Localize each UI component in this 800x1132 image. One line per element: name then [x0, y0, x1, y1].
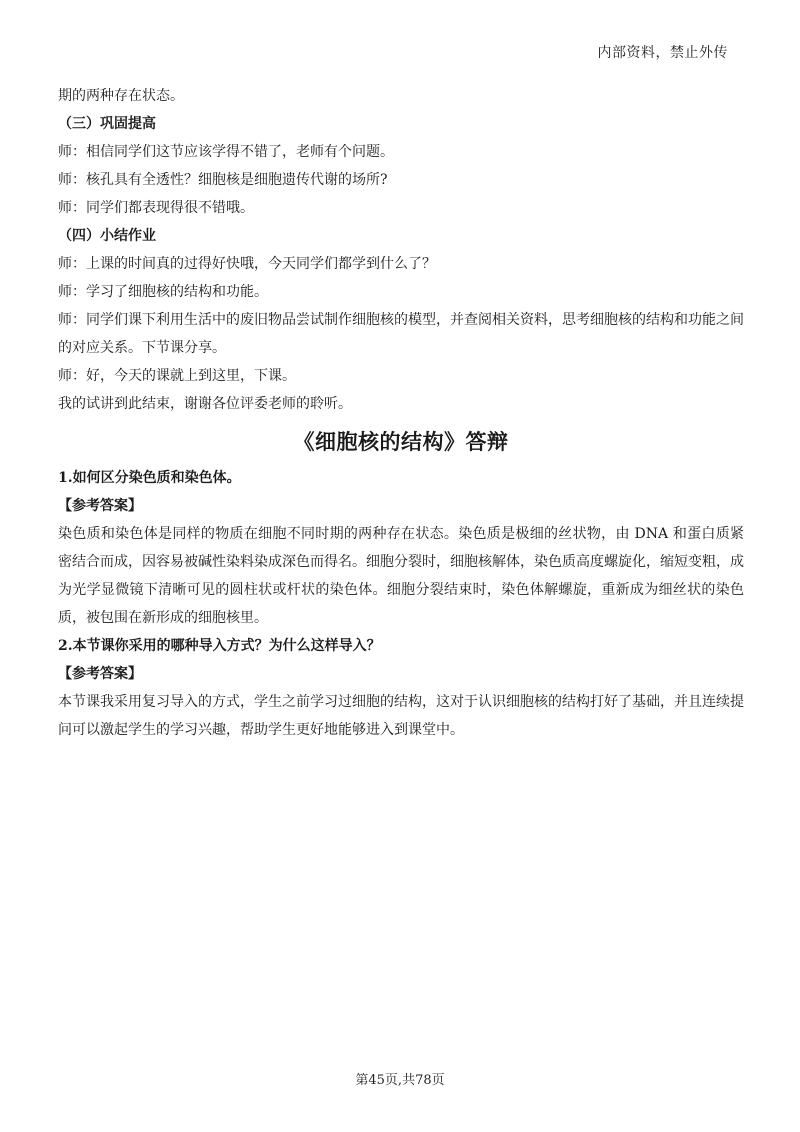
section-heading-consolidate: （三）巩固提高	[58, 116, 156, 132]
section-heading-summary: （四）小结作业	[58, 228, 156, 244]
answer-2: 本节课我采用复习导入的方式，学生之前学习过细胞的结构，这对于认识细胞核的结构打好了基础，并且连续提问可以激起学生的学习兴趣，帮助学生更好地能够进入到课堂中。	[58, 694, 744, 738]
answer-1: 染色质和染色体是同样的物质在细胞不同时期的两种存在状态。染色质是极细的丝状物，由 DNA 和蛋白质紧密结合而成，因容易被碱性染料染成深色而得名。细胞分裂时，细胞核解体，染色质高度螺旋化，缩短变粗，成为光学显微镜下清晰可见的圆柱状或杆状的染色体。细胞分裂结束时，染色体解螺旋，重新成为细丝状的染色质，被包围在新形成的细胞核里。	[58, 526, 744, 626]
answer-label-1: 【参考答案】	[58, 498, 142, 514]
dialogue-line: 师：同学们课下利用生活中的废旧物品尝试制作细胞核的模型，并查阅相关资料，思考细胞核的结构和功能之间的对应关系。下节课分享。	[58, 312, 744, 356]
question-1: 1.如何区分染色质和染色体。	[58, 470, 241, 486]
dialogue-line: 师：相信同学们这节应该学得不错了，老师有个问题。	[58, 144, 394, 160]
dialogue-line: 师：上课的时间真的过得好快哦，今天同学们都学到什么了？	[58, 256, 436, 272]
closing-line: 我的试讲到此结束，谢谢各位评委老师的聆听。	[58, 396, 352, 412]
defense-title: 《细胞核的结构》答辩	[293, 429, 509, 454]
confidential-note: 内部资料，禁止外传	[597, 45, 728, 61]
question-2: 2.本节课你采用的哪种导入方式？为什么这样导入？	[58, 638, 381, 654]
dialogue-line: 师：好，今天的课就上到这里，下课。	[58, 368, 296, 384]
continued-line: 期的两种存在状态。	[58, 88, 184, 104]
answer-label-2: 【参考答案】	[58, 666, 142, 682]
page-number: 第45页,共78页	[355, 1073, 445, 1088]
dialogue-line: 师：核孔具有全透性？细胞核是细胞遗传代谢的场所?	[58, 172, 388, 188]
dialogue-line: 师：学习了细胞核的结构和功能。	[58, 284, 268, 300]
document-body	[58, 82, 744, 744]
dialogue-line: 师：同学们都表现得很不错哦。	[58, 200, 254, 216]
